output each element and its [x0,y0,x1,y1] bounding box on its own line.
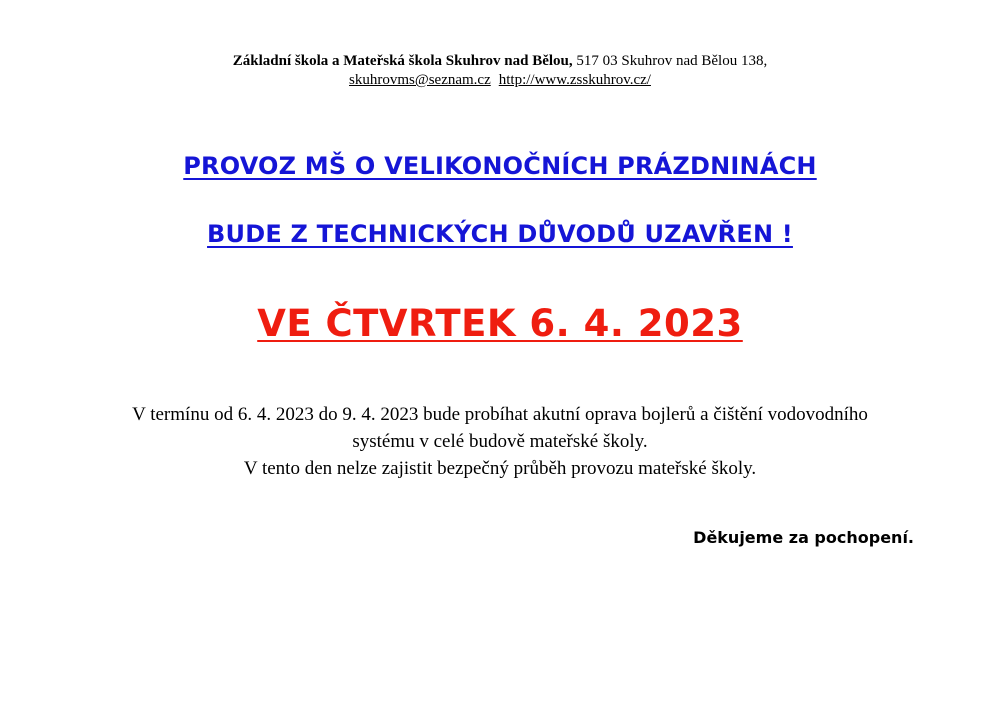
school-website-link[interactable]: http://www.zsskuhrov.cz/ [498,72,651,88]
notice-body-line3: V tento den nelze zajistit bezpečný průběh provozu mateřské školy. [243,458,757,479]
school-address: 517 03 Skuhrov nad Bělou 138, [576,53,768,69]
headline-operation: PROVOZ MŠ O VELIKONOČNÍCH PRÁZDNINÁCH [183,152,817,180]
notice-body-line1: V termínu od 6. 4. 2023 do 9. 4. 2023 bude probíhat akutní oprava bojlerů a čištění vodovodního [132,404,868,425]
headline-closed: BUDE Z TECHNICKÝCH DŮVODŮ UZAVŘEN ! [207,220,793,248]
thanks-note: Děkujeme za pochopení. [693,528,914,547]
school-header-line1 [0,52,1000,71]
headline-date: VE ČTVRTEK 6. 4. 2023 [257,302,743,345]
school-name: Základní škola a Mateřská škola Skuhrov nad Bělou, [232,53,573,69]
notice-body [0,401,1000,482]
school-header-line2 [0,71,1000,90]
school-email-link[interactable]: skuhrovms@seznam.cz [349,72,491,88]
notice-body-line2: systému v celé budově mateřské školy. [352,431,648,452]
school-header [0,52,1000,90]
